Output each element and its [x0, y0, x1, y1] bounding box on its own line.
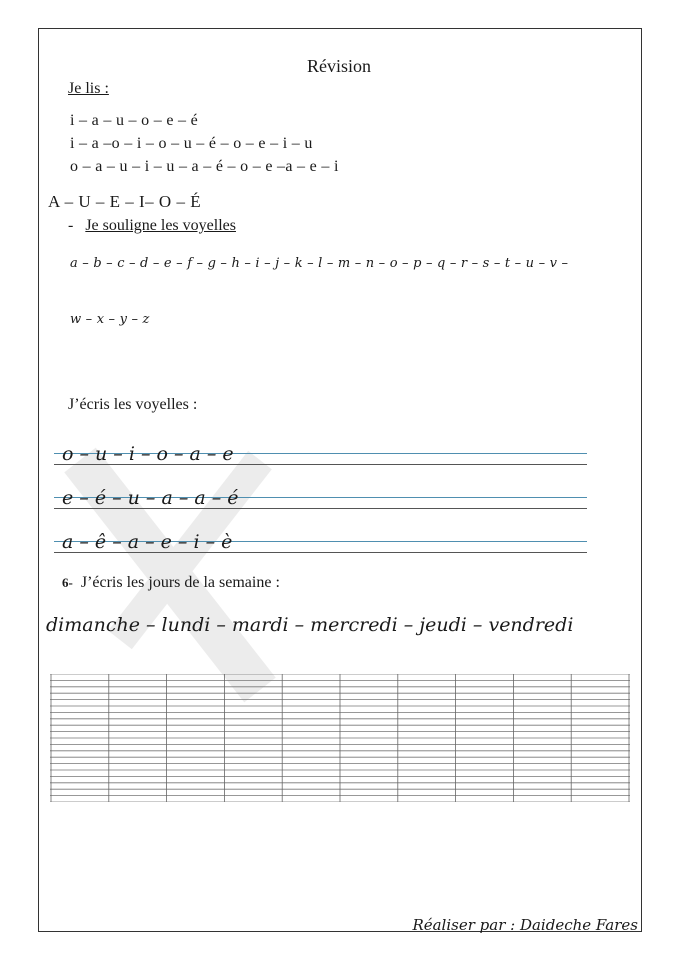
bullet: -: [68, 217, 74, 234]
days-of-week: dimanche – lundi – mardi – mercredi – jeudi – vendredi: [46, 614, 574, 636]
writing-grid[interactable]: [50, 674, 630, 802]
page-title: Révision: [306, 56, 371, 76]
heading-j-ecris-voyelles: J’écris les voyelles :: [68, 396, 198, 413]
alphabet-line-2: w – x – y – z: [70, 312, 150, 327]
heading-je-lis: Je lis :: [68, 80, 109, 97]
vowel-sequence-2: i – a –o – i – o – u – é – o – e – i – u: [70, 135, 313, 152]
footer-credit: Réaliser par : Daideche Fares: [412, 916, 638, 934]
heading-jours-semaine: [62, 574, 280, 592]
handwritten-vowels-3: a – ê – a – e – i – è: [62, 531, 233, 553]
vowel-sequence-1: i – a – u – o – e – é: [70, 112, 199, 129]
exercise-number: 6-: [62, 575, 73, 590]
heading-je-souligne-text: Je souligne les voyelles: [85, 217, 236, 234]
handwritten-vowels-1: o – u – i – o – a – e: [62, 443, 234, 465]
handwritten-vowels-2: e – é – u – a – a – é: [62, 487, 239, 509]
heading-jours-semaine-text: J’écris les jours de la semaine :: [80, 574, 280, 591]
heading-je-souligne: [68, 217, 236, 235]
vowel-sequence-3: o – a – u – i – u – a – é – o – e –a – e – i: [70, 158, 339, 175]
alphabet-line-1: a – b – c – d – e – f – g – h – i – j – k – l – m – n – o – p – q – r – s – t – u – v –: [70, 256, 569, 271]
capital-vowels: A – U – E – I– O – É: [48, 192, 202, 211]
